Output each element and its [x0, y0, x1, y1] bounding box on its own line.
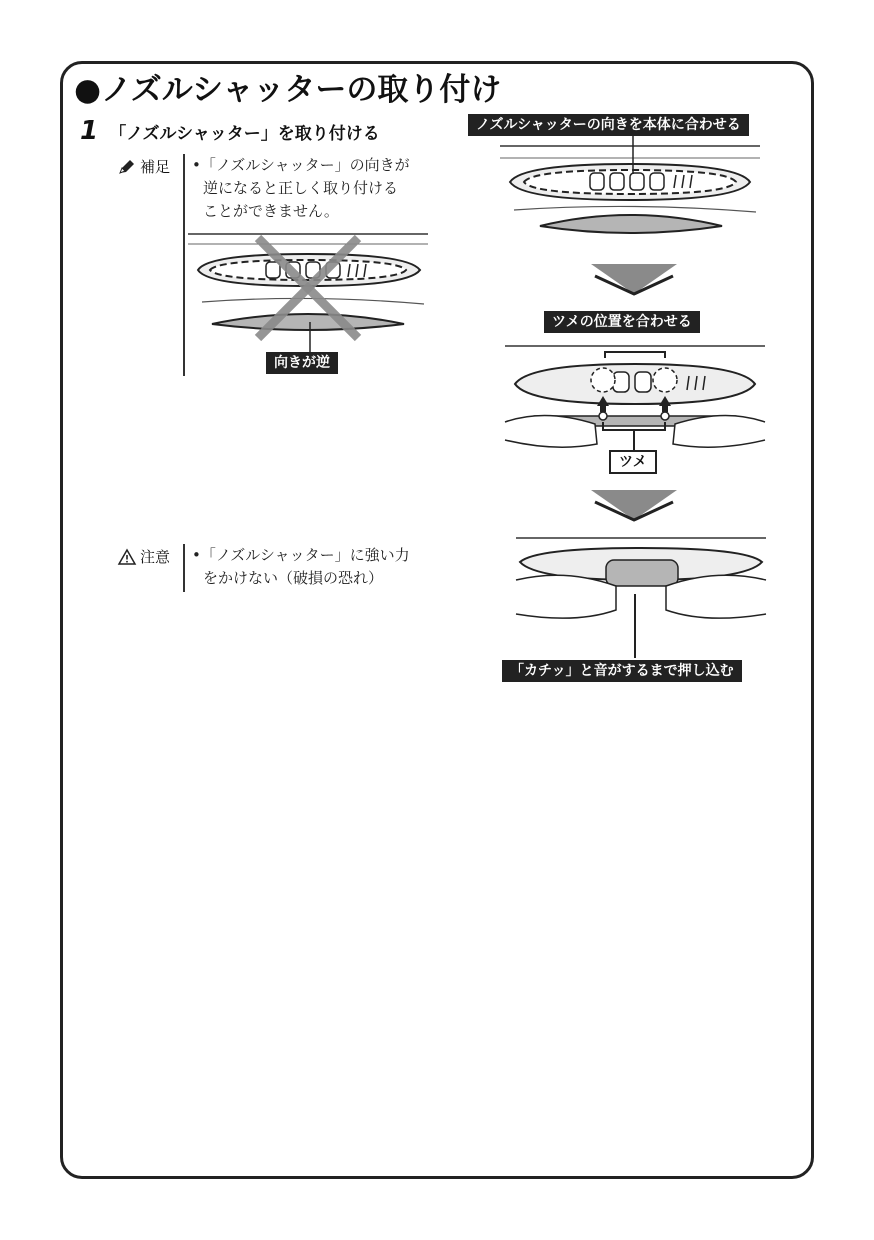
fig3-press-in	[516, 534, 776, 658]
caution-label	[118, 546, 170, 567]
down-arrow-1	[591, 264, 681, 296]
supplement-text	[192, 154, 442, 223]
fig3-label: 「カチッ」と音がするまで押し込む	[502, 660, 742, 682]
section-title: ●ノズルシャッターの取り付け	[74, 72, 502, 108]
supplement-label	[118, 156, 170, 177]
caution-divider	[183, 544, 185, 592]
fig1-shutter-alignment	[500, 140, 770, 250]
fig2-label: ツメの位置を合わせる	[544, 311, 700, 333]
supplement-line: •「ノズルシャッター」の向きが	[192, 156, 410, 174]
fig2-claw-alignment	[505, 336, 775, 466]
supplement-divider	[183, 154, 185, 376]
down-arrow-2	[591, 490, 681, 522]
caution-line: をかけない（破損の恐れ）	[203, 569, 384, 587]
supplement-line: 逆になると正しく取り付ける	[203, 179, 399, 197]
fig1-label: ノズルシャッターの向きを本体に合わせる	[468, 114, 749, 136]
supplement-label-text: 補足	[140, 158, 171, 176]
supplement-line: ことができません。	[203, 202, 339, 220]
step-heading	[80, 116, 380, 146]
step-text: 「ノズルシャッター」を取り付ける	[109, 124, 380, 144]
wrong-orientation-label: 向きが逆	[266, 352, 338, 374]
caution-text	[192, 544, 442, 590]
pencil-icon	[118, 159, 136, 175]
caution-label-text: 注意	[140, 548, 171, 566]
warning-triangle-icon	[118, 549, 136, 565]
wrong-orientation-figure	[188, 232, 438, 372]
fig2-callout: ツメ	[609, 450, 657, 474]
caution-line: •「ノズルシャッター」に強い力	[192, 546, 410, 564]
step-number: 1	[80, 116, 99, 146]
